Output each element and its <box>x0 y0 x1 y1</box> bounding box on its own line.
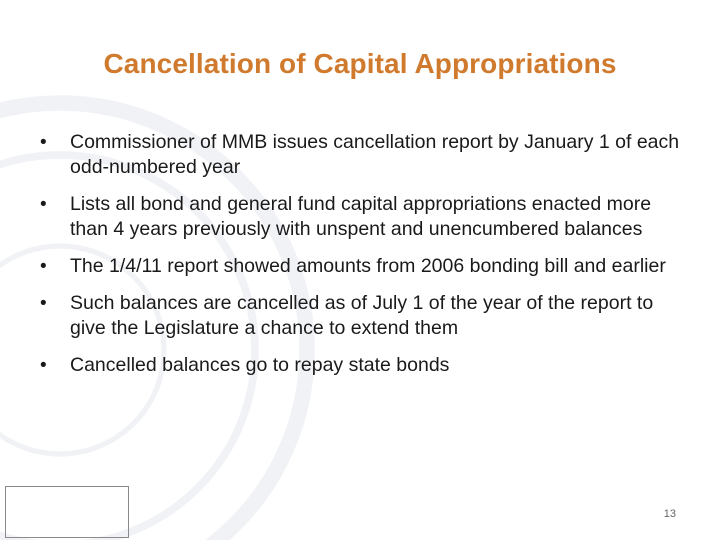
bullet-text: Cancelled balances go to repay state bonds <box>70 354 450 376</box>
bullet-glyph: • <box>40 293 47 314</box>
bullet-glyph: • <box>40 132 47 153</box>
page-number: 13 <box>663 508 676 520</box>
logo-placeholder <box>5 486 129 538</box>
bullet-text: Commissioner of MMB issues cancellation report by January 1 of each odd-numbered year <box>70 131 680 178</box>
bullet-item <box>40 291 690 341</box>
bullet-list <box>40 130 690 390</box>
bullet-glyph: • <box>40 194 47 215</box>
bullet-item <box>40 353 690 378</box>
bullet-text: Lists all bond and general fund capital appropriations enacted more than 4 years previously with unspent and unencumbered balances <box>70 193 652 240</box>
bullet-text: Such balances are cancelled as of July 1 of the year of the report to give the Legislature a chance to extend them <box>70 292 654 339</box>
bullet-text: The 1/4/11 report showed amounts from 2006 bonding bill and earlier <box>70 255 666 277</box>
slide-title: Cancellation of Capital Appropriations <box>103 48 617 79</box>
bullet-item <box>40 192 690 242</box>
bullet-glyph: • <box>40 256 47 277</box>
bullet-item <box>40 254 690 279</box>
bullet-glyph: • <box>40 355 47 376</box>
bullet-item <box>40 130 690 180</box>
